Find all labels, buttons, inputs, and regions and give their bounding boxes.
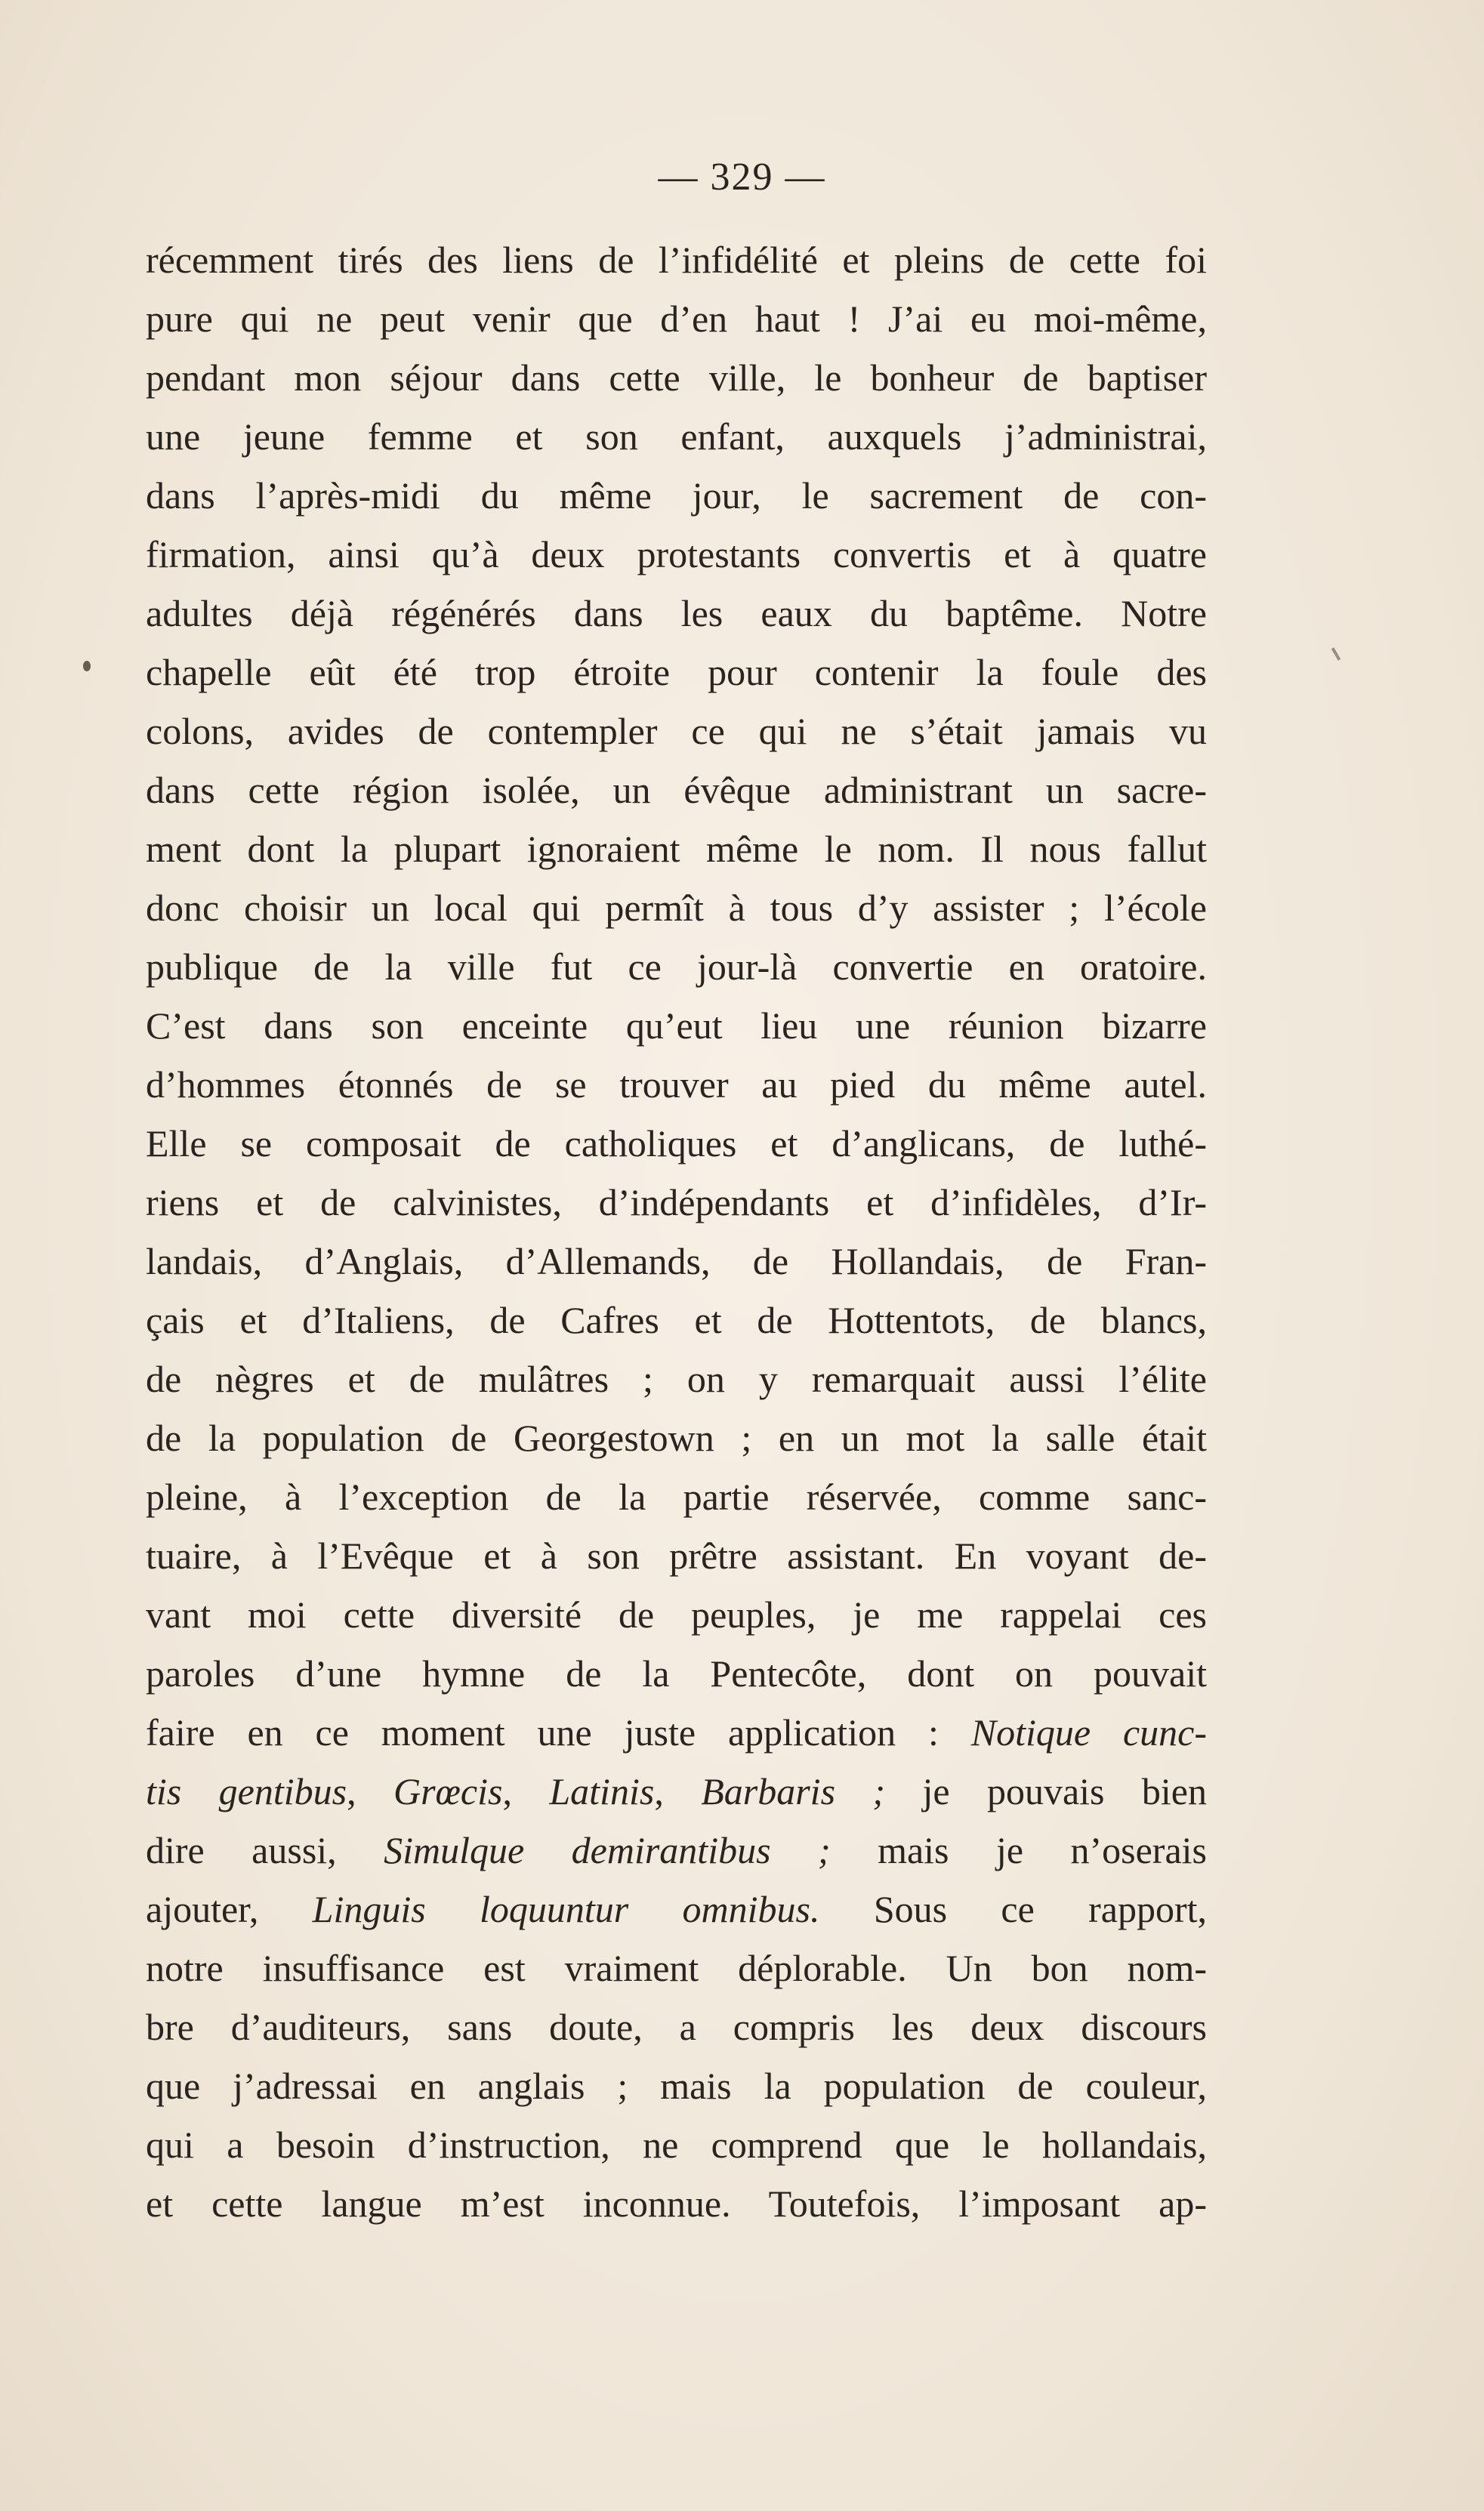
text-line: dans cette région isolée, un évêque administrant un sacre- [146,769,1207,811]
latin-quote: Grœcis [393,1770,503,1812]
text-line: que j’adressai en anglais ; mais la population de couleur, [146,2065,1207,2107]
text-line [146,1880,1207,1939]
text-line [146,1762,1207,1821]
text-line: C’est dans son enceinte qu’eut lieu une réunion bizarre [146,1004,1207,1047]
text-line: une jeune femme et son enfant, auxquels j’administrai, [146,415,1207,458]
latin-quote: Simulque demirantibus ; [384,1829,831,1871]
text-segment: je pouvais bien [885,1770,1207,1812]
text-segment: Sous ce rapport, [819,1888,1207,1930]
text-line: landais, d’Anglais, d’Allemands, de Hollandais, de Fran- [146,1240,1207,1282]
latin-quote: Notique cunc- [970,1711,1207,1754]
text-line: adultes déjà régénérés dans les eaux du baptême. Notre [146,592,1207,634]
text-line: çais et d’Italiens, de Cafres et de Hottentots, de blancs, [146,1299,1207,1341]
page-number: — 329 — [658,156,826,199]
text-line: tuaire, à l’Evêque et à son prêtre assistant. En voyant de- [146,1535,1207,1577]
ink-speck [83,661,91,671]
text-line: récemment tirés des liens de l’infidélité et pleins de cette foi [146,239,1207,281]
text-line: notre insuffisance est vraiment déplorable. Un bon nom- [146,1947,1207,1989]
text-segment: dire aussi, [146,1829,384,1871]
text-line: bre d’auditeurs, sans doute, a compris les deux discours [146,2006,1207,2048]
text-line: firmation, ainsi qu’à deux protestants convertis et à quatre [146,533,1207,575]
text-segment: ajouter, [146,1888,313,1930]
text-line: et cette langue m’est inconnue. Toutefois, l’imposant ap- [146,2182,1207,2225]
latin-quote: Linguis loquuntur omnibus. [312,1888,820,1930]
latin-quote: Barbaris ; [701,1770,886,1812]
text-segment: , [654,1770,702,1812]
latin-quote: tis gentibus [146,1770,347,1812]
text-line: chapelle eût été trop étroite pour contenir la foule des [146,651,1207,693]
text-line: riens et de calvinistes, d’indépendants et d’infidèles, d’Ir- [146,1181,1207,1223]
latin-quote: Latinis [549,1770,655,1812]
text-segment: , [347,1770,393,1812]
text-segment: faire en ce moment une juste application : [146,1711,971,1754]
text-segment: , [502,1770,550,1812]
text-line: d’hommes étonnés de se trouver au pied du même autel. [146,1063,1207,1106]
text-line: pleine, à l’exception de la partie réservée, comme sanc- [146,1476,1207,1518]
paper-mark [1331,647,1341,661]
body-text [146,230,1207,2233]
text-line: ment dont la plupart ignoraient même le nom. Il nous fallut [146,828,1207,870]
text-line: Elle se composait de catholiques et d’anglicans, de luthé- [146,1122,1207,1164]
text-line: dans l’après-midi du même jour, le sacrement de con- [146,474,1207,517]
text-line: pure qui ne peut venir que d’en haut ! J’ai eu moi-même, [146,298,1207,340]
text-line: publique de la ville fut ce jour-là convertie en oratoire. [146,945,1207,988]
text-line: pendant mon séjour dans cette ville, le bonheur de baptiser [146,356,1207,399]
text-line: de la population de Georgestown ; en un mot la salle était [146,1417,1207,1459]
text-line [146,1821,1207,1880]
text-line: donc choisir un local qui permît à tous d’y assister ; l’école [146,887,1207,929]
text-line: de nègres et de mulâtres ; on y remarquait aussi l’élite [146,1358,1207,1400]
text-line: qui a besoin d’instruction, ne comprend que le hollandais, [146,2124,1207,2166]
text-line [146,1703,1207,1762]
text-line: vant moi cette diversité de peuples, je me rappelai ces [146,1593,1207,1636]
text-segment: mais je n’oserais [830,1829,1207,1871]
text-line: paroles d’une hymne de la Pentecôte, dont on pouvait [146,1652,1207,1695]
text-line: colons, avides de contempler ce qui ne s’était jamais vu [146,710,1207,752]
